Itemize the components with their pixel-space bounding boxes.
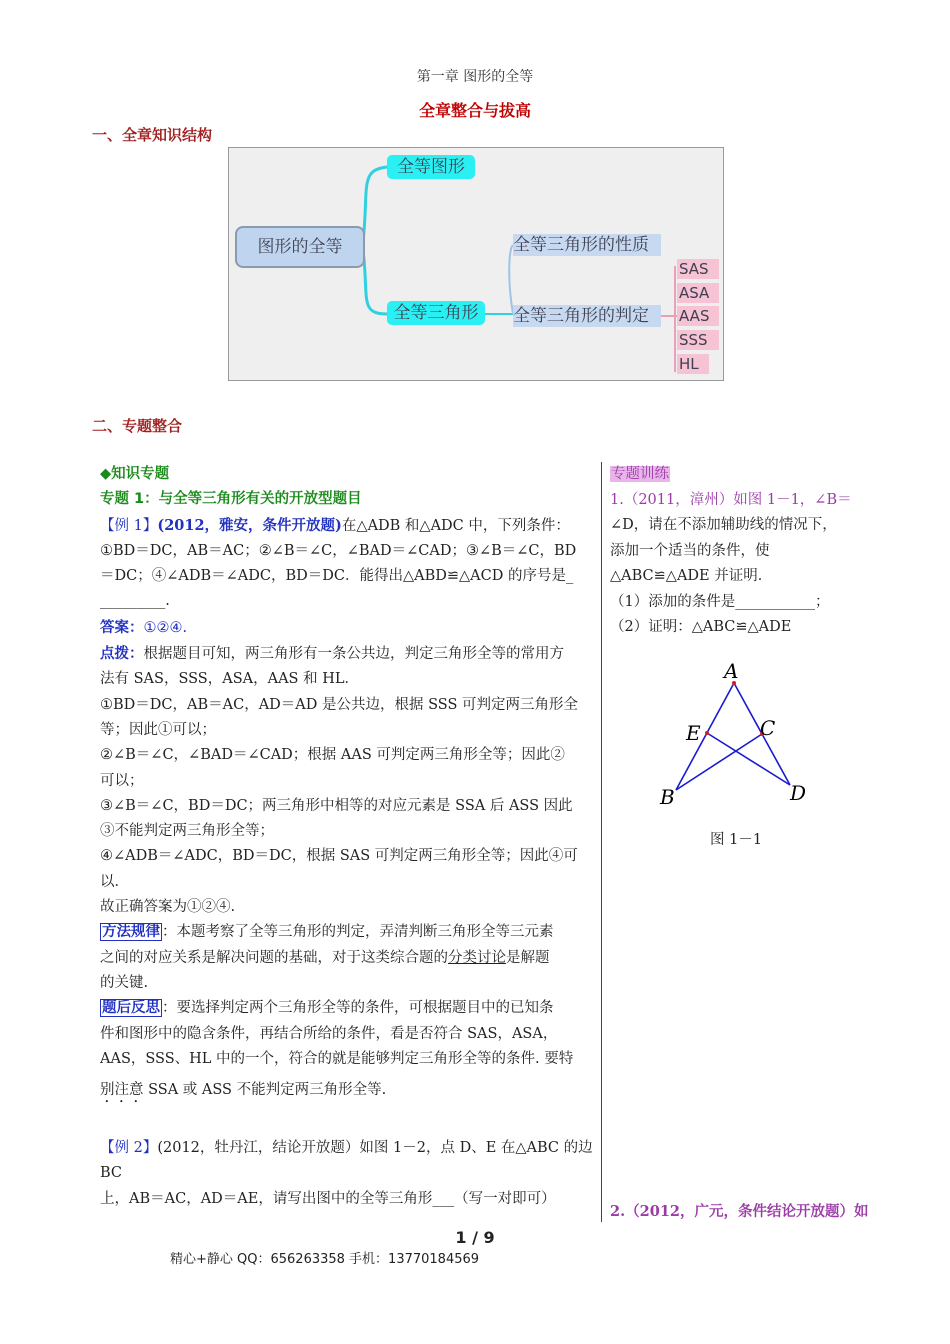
example-2-line-2: 上，AB＝AC，AD＝AE，请写出图中的全等三角形___（写一对即可） <box>100 1190 556 1207</box>
reflect-text-4: SSA 或 ASS 不能判定两三角形全等. <box>143 1082 387 1099</box>
question-1-line-1: 1.（2011，漳州）如图 1－1，∠B＝ <box>610 491 852 508</box>
method-line-2 <box>100 946 594 971</box>
label-b: B <box>660 785 675 809</box>
example-2-text-1: (2012，牡丹江，结论开放题）如图 1－2，点 D、E 在△ABC 的边 BC <box>100 1140 593 1182</box>
example-1-line-3: ＝DC；④∠ADB＝∠ADC，BD＝DC．能得出△ABD≌△ACD 的序号是_ <box>100 568 574 585</box>
document-title: 全章整合与拔高 <box>418 101 531 120</box>
criterion-aas: AAS <box>677 306 719 326</box>
spacer <box>100 1106 594 1136</box>
hint-line-2: 法有 SAS，SSS，ASA，AAS 和 HL． <box>100 671 359 688</box>
training-heading-line <box>610 462 862 488</box>
question-2-text: 2.（2012，广元，条件结论开放题）如 <box>610 1203 869 1220</box>
conclusion-line: 故正确答案为①②④. <box>100 899 236 916</box>
label-c: C <box>760 716 776 740</box>
question-1-part-2: （2）证明：△ABC≌△ADE <box>610 619 792 635</box>
hint-text-1: 根据题目可知，两三角形有一条公共边，判定三角形全等的常用方 <box>143 646 564 663</box>
page-number: 1 / 9 <box>455 1228 495 1247</box>
reflect-line-1 <box>100 996 594 1021</box>
reason-1-line-1: ①BD＝DC，AB＝AC，AD＝AD 是公共边，根据 SSS 可判定两三角形全 <box>100 696 579 713</box>
example-1-line-1 <box>100 513 594 539</box>
mind-map-branch-congruent-triangles: 全等三角形 <box>387 301 485 325</box>
figure-1-1-caption: 图 1－1 <box>710 832 763 848</box>
segment-ed <box>707 733 790 785</box>
method-text-2c: 是解题 <box>506 949 550 966</box>
figure-1-1 <box>650 660 810 810</box>
reason-4-line-2: 以． <box>100 873 129 890</box>
section-topic-integration: 二、专题整合 <box>92 417 183 435</box>
example-2-tag: 【例 2】 <box>100 1140 158 1157</box>
reflect-text-1: ：要选择判定两个三角形全等的条件，可根据题目中的已知条 <box>162 1000 554 1017</box>
mind-map <box>228 147 724 381</box>
reason-1-line-2: 等；因此①可以； <box>100 721 216 738</box>
example-1-source: (2012，雅安，条件开放题) <box>157 516 342 534</box>
column-divider <box>601 462 602 1222</box>
label-e: E <box>686 721 701 745</box>
reason-2-line-1: ②∠B＝∠C，∠BAD＝∠CAD；根据 AAS 可判定两三角形全等；因此② <box>100 747 565 764</box>
knowledge-topic-heading: ◆知识专题 <box>100 466 170 482</box>
reason-4-line-1: ④∠ADB＝∠ADC，BD＝DC，根据 SAS 可判定两三角形全等；因此④可 <box>100 848 578 865</box>
criterion-hl: HL <box>677 354 709 374</box>
footer-contact: 精心+静心 QQ：656263358 手机：13770184569 <box>170 1252 480 1267</box>
answer-line <box>100 615 594 641</box>
method-text-2a: 之间的对应关系是解决问题的基础，对于这类综合题的 <box>100 949 448 966</box>
hint-label: 点拨： <box>100 645 144 663</box>
point-e <box>705 731 709 735</box>
reason-2-line-2: 可以； <box>100 772 144 789</box>
criterion-asa: ASA <box>677 283 719 303</box>
reason-3-line-1: ③∠B＝∠C，BD＝DC；两三角形中相等的对应元素是 SSA 后 ASS 因此 <box>100 797 573 814</box>
example-2-line-1 <box>100 1136 594 1187</box>
answer-value: ①②④. <box>143 619 188 636</box>
method-keyword: 分类讨论 <box>448 949 506 966</box>
reflect-line-3: AAS，SSS、HL 中的一个，符合的就是能够判定三角形全等的条件. 要特 <box>100 1050 574 1067</box>
example-1-text: 在△ADB 和△ADC 中，下列条件： <box>341 517 570 534</box>
question-2-line <box>610 1200 869 1221</box>
method-line-1 <box>100 920 594 945</box>
question-1-line-2: ∠D，请在不添加辅助线的情况下， <box>610 517 837 533</box>
reflect-line-4 <box>100 1078 594 1106</box>
mind-map-sub-properties: 全等三角形的性质 <box>513 234 661 256</box>
topic-1-heading: 专题 1：与全等三角形有关的开放型题目 <box>100 491 362 508</box>
connector-root-branch2 <box>363 250 387 314</box>
section-knowledge-structure: 一、全章知识结构 <box>92 126 213 144</box>
training-heading: 专题训练 <box>611 466 669 482</box>
method-label: 方法规律 <box>102 924 160 941</box>
hint-line-1 <box>100 641 594 667</box>
criterion-sss: SSS <box>677 330 719 350</box>
example-1-line-2: ①BD＝DC，AB＝AC；②∠B＝∠C，∠BAD＝∠CAD；③∠B＝∠C，BD <box>100 542 577 559</box>
connector-root-branch1 <box>363 167 387 242</box>
question-1-line-3: 添加一个适当的条件，使 <box>610 542 770 559</box>
mind-map-sub-criteria: 全等三角形的判定 <box>513 305 661 327</box>
left-column <box>100 462 594 1212</box>
example-1-tag: 【例 1】 <box>100 517 158 534</box>
page-header: 第一章 图形的全等 <box>416 69 534 85</box>
reflect-label: 题后反思 <box>102 1000 160 1017</box>
answer-label: 答案： <box>100 618 144 636</box>
label-a: A <box>724 660 739 683</box>
right-column <box>610 462 862 641</box>
reflect-line-2: 件和图形中的隐含条件，再结合所给的条件，看是否符合 SAS，ASA， <box>100 1025 558 1042</box>
label-d: D <box>790 781 807 805</box>
criterion-sas: SAS <box>677 259 719 279</box>
mind-map-root: 图形的全等 <box>235 226 365 268</box>
reflect-emphasis: 别注意 <box>100 1082 144 1099</box>
example-1-line-4: _________. <box>100 593 170 610</box>
reason-3-line-2: ③不能判定两三角形全等； <box>100 823 274 840</box>
method-text-1: ：本题考察了全等三角形的判定，弄清判断三角形全等三元素 <box>162 924 554 941</box>
method-line-3: 的关键. <box>100 974 149 991</box>
mind-map-branch-congruent-figures: 全等图形 <box>387 155 475 179</box>
question-1-part-1: （1）添加的条件是___________； <box>610 593 830 610</box>
segment-ab <box>676 683 734 790</box>
question-1-line-4: △ABC≌△ADE 并证明． <box>610 568 773 584</box>
